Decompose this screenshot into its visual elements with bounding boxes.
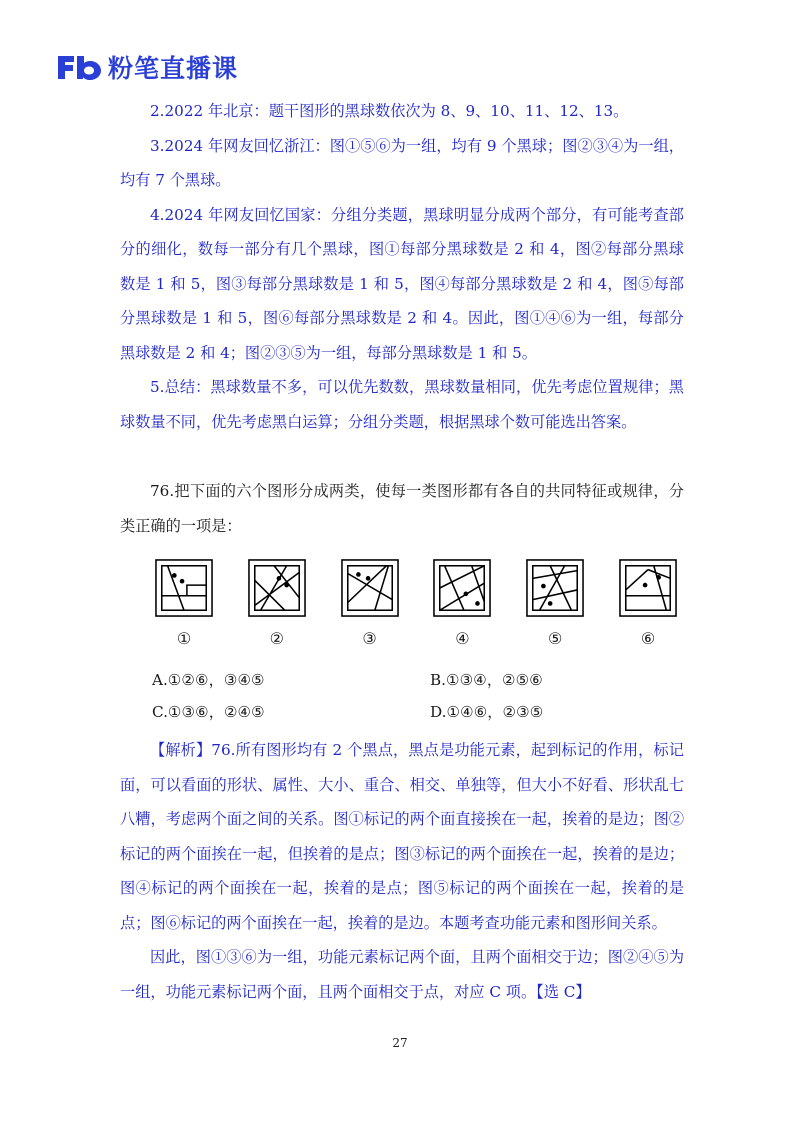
figure-5-diagram <box>526 559 584 617</box>
figure-label-4: ④ <box>455 629 470 648</box>
page-number: 27 <box>392 1036 408 1050</box>
figure-label-1: ① <box>176 629 192 648</box>
option-b[interactable]: B.①③④，②⑤⑥ <box>430 670 543 689</box>
figure-1-diagram <box>155 559 213 617</box>
option-c[interactable]: C.①③⑥，②④⑤ <box>152 702 265 721</box>
figure-6-diagram <box>619 559 677 617</box>
page-content <box>120 94 684 1009</box>
figure-3-diagram <box>341 559 399 617</box>
page-header <box>56 50 238 84</box>
fenbi-logo-icon <box>56 52 104 82</box>
brand-name: 粉笔直播课 <box>108 54 239 83</box>
analysis-section <box>120 733 684 1009</box>
figure-4 <box>430 559 494 649</box>
analysis-tag: 【解析】 <box>150 741 212 759</box>
answer-options <box>120 663 684 727</box>
analysis-paragraph-1 <box>120 733 684 940</box>
analysis-text-2: 因此，图①③⑥为一组，功能元素标记两个面，且两个面相交于边；图②④⑤为一组，功能元素标记两个面，且两个面相交于点，对应 C 项。 <box>120 948 684 1001</box>
figure-row <box>152 559 680 649</box>
summary-item-5: 5.总结：黑球数量不多，可以优先数数，黑球数量相同，优先考虑位置规律；黑球数量不同，优先考虑黑白运算；分组分类题，根据黑球个数可能选出答案。 <box>120 378 684 431</box>
summary-item-3: 3.2024 年网友回忆浙江：图①⑤⑥为一组，均有 9 个黑球；图②③④为一组，均有 7 个黑球。 <box>120 136 684 189</box>
figure-1 <box>152 559 216 649</box>
figure-4-diagram <box>433 559 491 617</box>
figure-2 <box>245 559 309 649</box>
summary-item-4: 4.2024 年网友回忆国家：分组分类题，黑球明显分成两个部分，有可能考查部分的细化，数每一部分有几个黑球，图①每部分黑球数是 2 和 4，图②每部分黑球数是 1 和 5，图③每部分黑球数是 1 和 5，图④每部分黑球数是 2 和 4，图⑤每部分黑球数是 1 和 5，图⑥每部分黑球数是 2 和 4。因此，图①④⑥为一组，每部分黑球数是 2 和 4；图②③⑤为一组，每部分黑球数是 1 和 5。 <box>120 205 684 362</box>
summary-item-2: 2.2022 年北京：题干图形的黑球数依次为 8、9、10、11、12、13。 <box>150 102 629 120</box>
figure-label-3: ③ <box>362 629 377 648</box>
option-a[interactable]: A.①②⑥，③④⑤ <box>152 670 265 689</box>
figure-label-2: ② <box>269 629 284 648</box>
option-d[interactable]: D.①④⑥，②③⑤ <box>430 702 544 721</box>
analysis-paragraph-2 <box>120 940 684 1009</box>
answer-tag: 【选 C】 <box>536 982 591 1001</box>
figure-3 <box>338 559 402 649</box>
question-stem: 76.把下面的六个图形分成两类，使每一类图形都有各自的共同特征或规律，分类正确的一项是： <box>120 482 684 535</box>
figure-6 <box>616 559 680 649</box>
figure-5 <box>523 559 587 649</box>
figure-label-5: ⑤ <box>548 629 563 648</box>
figure-label-6: ⑥ <box>640 629 656 648</box>
figure-2-diagram <box>248 559 306 617</box>
analysis-text-1: 76.所有图形均有 2 个黑点，黑点是功能元素，起到标记的作用，标记面，可以看面的形状、属性、大小、重合、相交、单独等，但大小不好看、形状乱七八糟，考虑两个面之间的关系。图①标记的两个面直接挨在一起，挨着的是边；图②标记的两个面挨在一起，但挨着的是点；图③标记的两个面挨在一起，挨着的是边；图④标记的两个面挨在一起，挨着的是点；图⑤标记的两个面挨在一起，挨着的是点；图⑥标记的两个面挨在一起，挨着的是边。本题考查功能元素和图形间关系。 <box>120 741 684 932</box>
